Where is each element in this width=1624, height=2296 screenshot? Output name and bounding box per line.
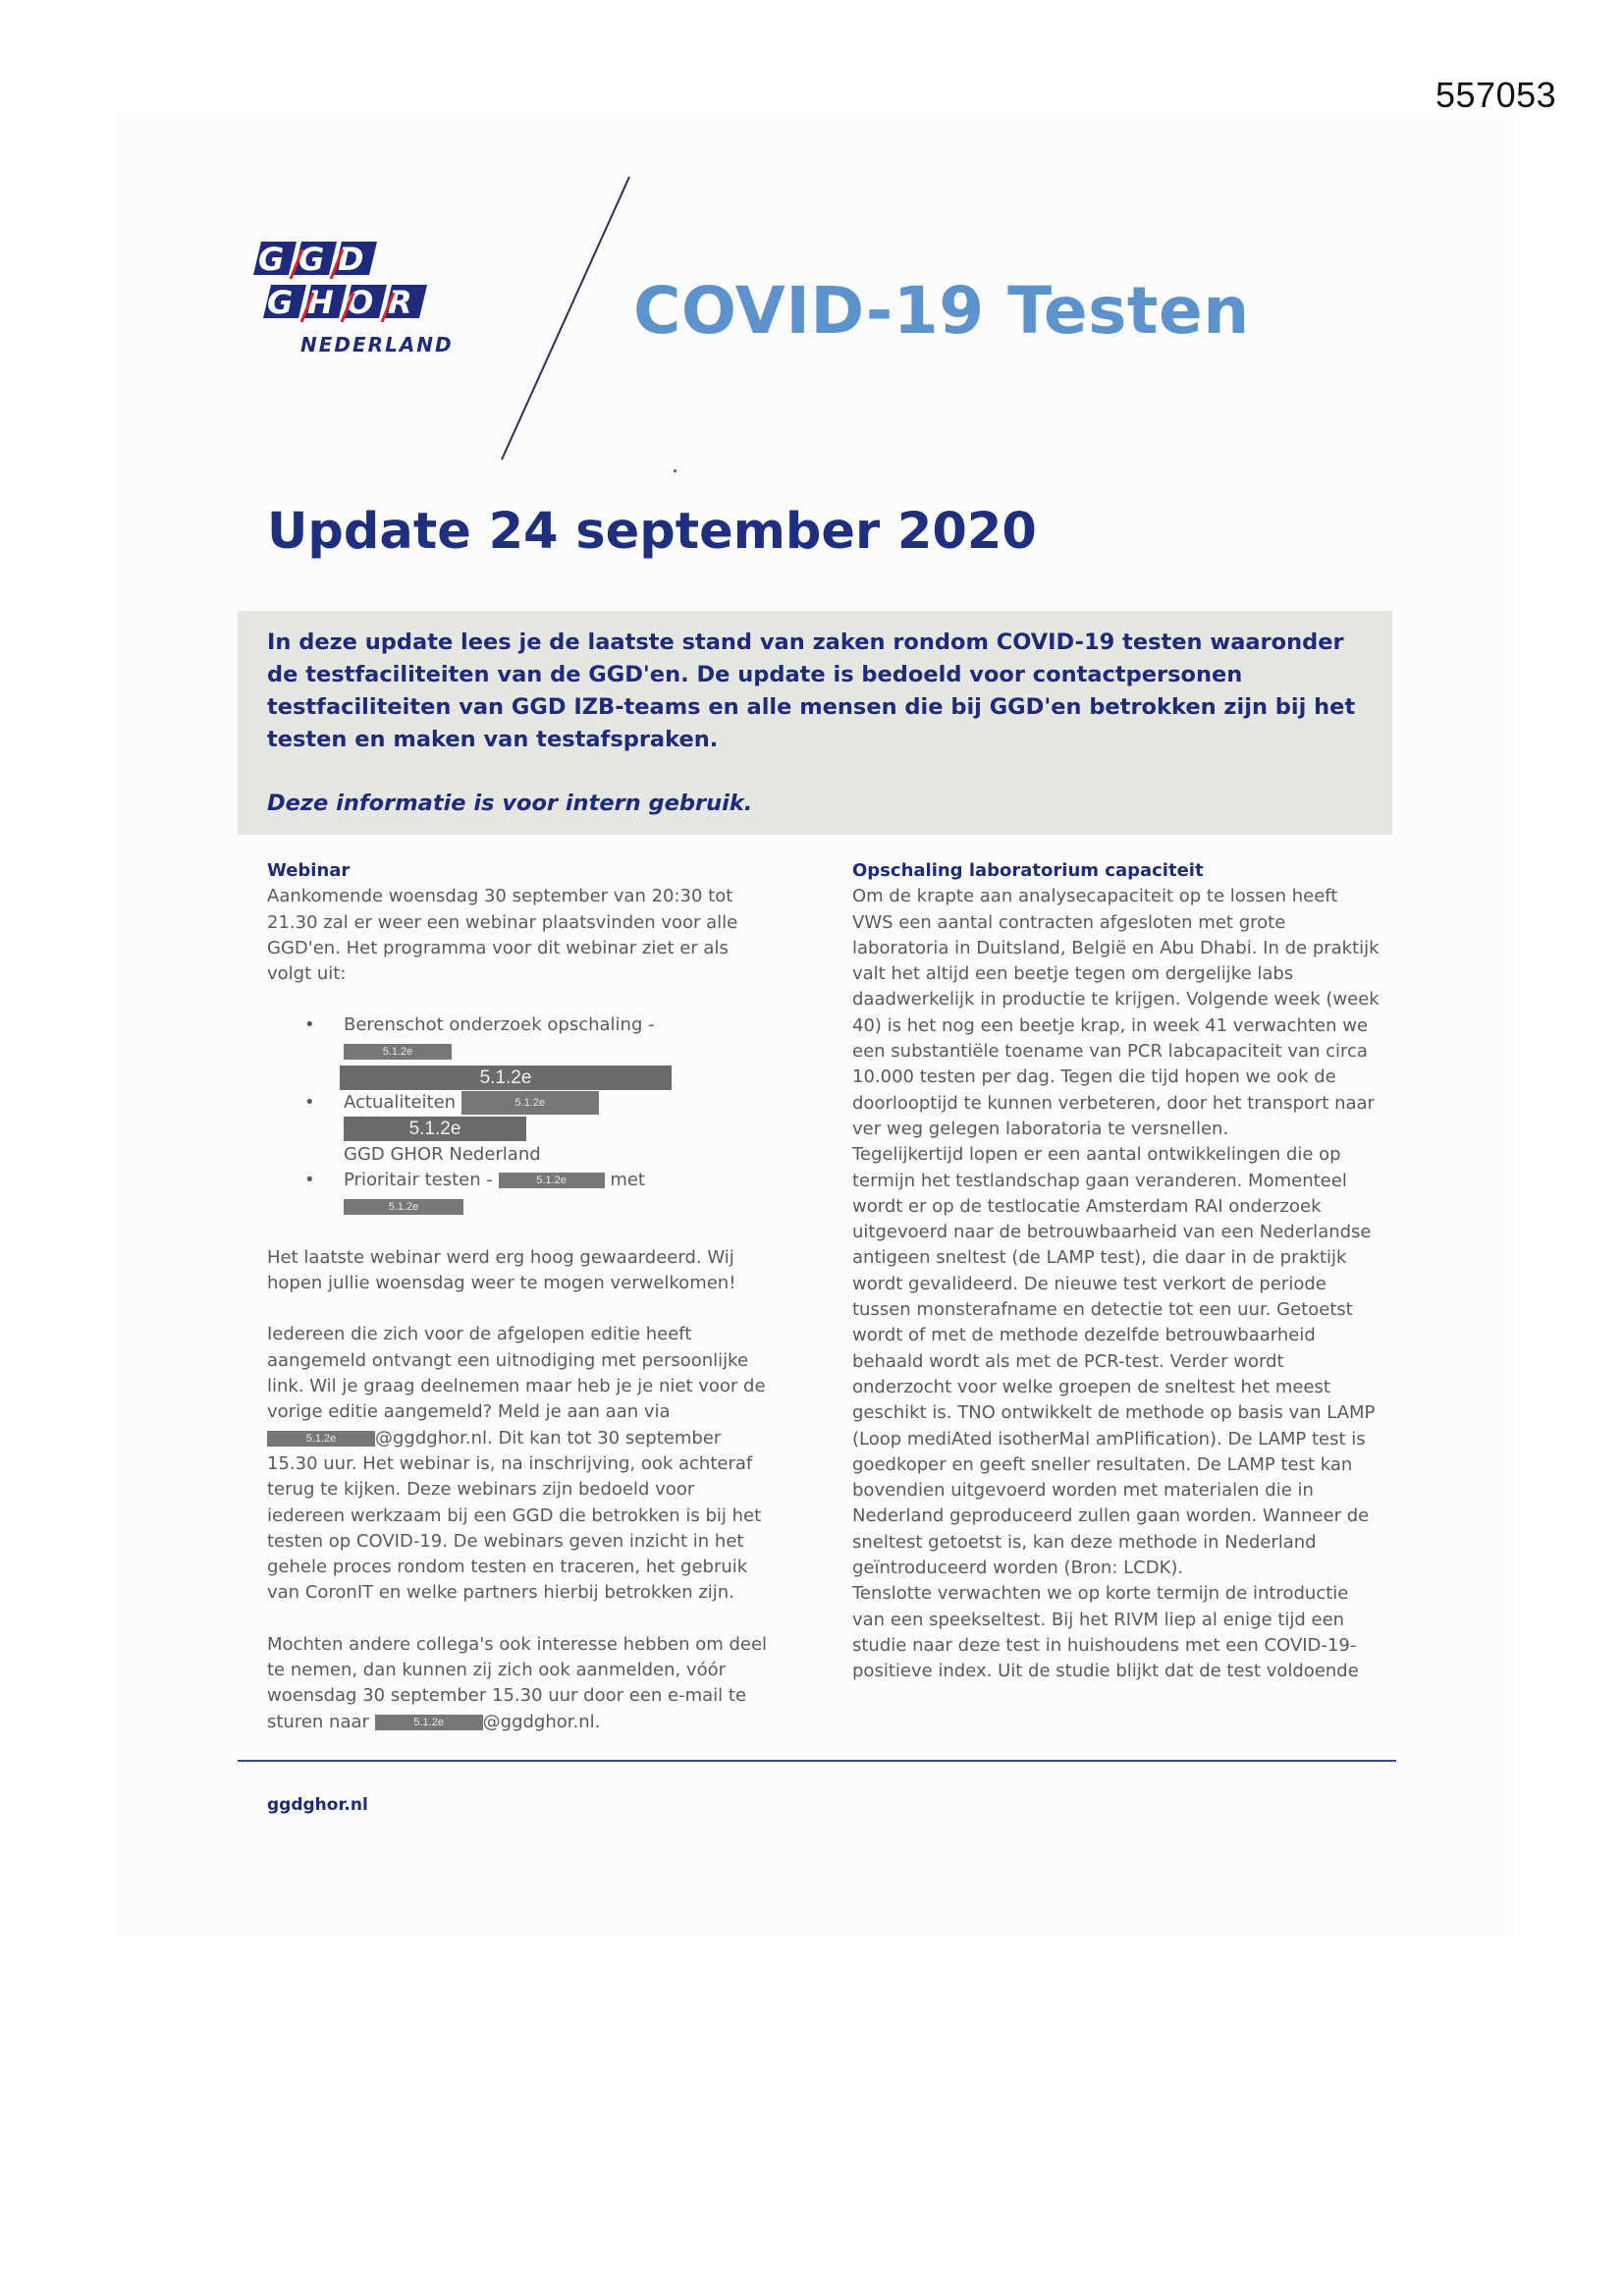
webinar-column <box>267 858 768 1735</box>
logo-letter-g2: G <box>298 241 325 278</box>
lab-capacity-column <box>852 858 1382 1685</box>
lab-paragraph-1: Om de krapte aan analysecapaciteit op te lossen heeft VWS een aantal contracten afgesloten met grote laboratoria in Duitsland, België en Abu Dhabi. In de praktijk valt het altijd een beetje tegen om dergelijke labs daadwerkelijk in productie te krijgen. Volgende week (week 40) is het nog een beetje krap, in week 41 verwachten we een substantiële toename van PCR labcapaciteit van circa 10.000 testen per dag. Tegen die tijd hopen we ook de doorlooptijd te kunnen verbeteren, door het transport naar ver weg gelegen laboratoria te versnellen. <box>852 886 1380 1139</box>
redaction-box: 5.1.2e <box>344 1199 463 1215</box>
bullet-2-text: Actualiteiten <box>344 1092 457 1114</box>
webinar-paragraph-4-b: @ggdghor.nl. <box>482 1711 601 1732</box>
logo-letter-g1: G <box>258 241 285 278</box>
lab-paragraph-2: Tegelijkertijd lopen er een aantal ontwikkelingen die op termijn het testlandschap gaan veranderen. Momenteel wordt er op de testlocatie Amsterdam RAI onderzoek uitgevoerd naar de betrouwbaarheid van een Nederlandse antigeen sneltest (de LAMP test), die daar in de praktijk wordt gevalideerd. De nieuwe test verkort de periode tussen monsterafname en detectie tot een uur. Getoetst wordt of met de methode dezelfde betrouwbaarheid behaald wordt als met de PCR-test. Verder wordt onderzocht voor welke groepen de sneltest het meest geschikt is. TNO ontwikkelt de methode op basis van LAMP (Loop mediAted isotherMal amPlification). De LAMP test is goedkoper en geeft sneller resultaten. De LAMP test kan bovendien uitgevoerd worden met materialen die in Nederland geproduceerd zullen gaan worden. Wanneer de sneltest getoetst is, kan deze methode in Nederland geïntroduceerd worden (Bron: LCDK). <box>852 1144 1376 1579</box>
webinar-paragraph-4-a: Mochten andere collega's ook interesse hebben om deel te nemen, dan kunnen zij zich ook aanmelden, vóór woensdag 30 september 15.30 uur door een e-mail te sturen naar <box>267 1633 768 1732</box>
webinar-program-list <box>267 1012 768 1219</box>
logo-letter-d: D <box>338 241 364 278</box>
bullet-icon: • <box>304 1092 315 1114</box>
redaction-box: 5.1.2e <box>499 1173 605 1188</box>
webinar-paragraph-2: Het laatste webinar werd erg hoog gewaardeerd. Wij hopen jullie woensdag weer te mogen verwelkomen! <box>267 1246 736 1294</box>
bullet-1-text: Berenschot onderzoek opschaling - <box>344 1014 655 1036</box>
redaction-box: 5.1.2e <box>267 1431 375 1447</box>
footer-website: ggdghor.nl <box>267 1795 368 1815</box>
footer-rule <box>238 1760 1396 1762</box>
redaction-box: 5.1.2e <box>344 1044 452 1060</box>
intro-text: In deze update lees je de laatste stand van zaken rondom COVID-19 testen waaronder de testfaciliteiten van de GGD'en. De update is bedoeld voor contactpersonen testfaciliteiten van GGD IZB-teams en alle mensen die bij GGD'en betrokken zijn bij het testen en maken van testafspraken. <box>267 629 1356 752</box>
webinar-paragraph-3 <box>267 1322 768 1606</box>
redaction-box: 5.1.2e <box>461 1091 599 1115</box>
ggd-ghor-logo <box>247 240 473 365</box>
logo-letter-g3: G <box>267 284 294 321</box>
bullet-icon: • <box>304 1170 315 1191</box>
bullet-3-mid: met <box>610 1170 645 1191</box>
list-item <box>267 1168 768 1220</box>
bullet-icon: • <box>304 1014 315 1036</box>
logo-letter-o: O <box>347 284 374 321</box>
redaction-box: 5.1.2e <box>344 1117 526 1141</box>
page-title: COVID-19 Testen <box>633 273 1250 349</box>
stray-dot <box>674 469 677 472</box>
document-number: 557053 <box>1435 75 1557 115</box>
lab-paragraph-3: Tenslotte verwachten we op korte termijn de introductie van een speekseltest. Bij het RIVM liep al enige tijd een studie naar deze test in huishoudens met een COVID-19-positieve index. Uit de studie blijkt dat de test voldoende <box>852 1583 1359 1682</box>
webinar-paragraph-3-b: @ggdghor.nl. Dit kan tot 30 september 15.30 uur. Het webinar is, na inschrijving, ook achteraf terug te kijken. Deze webinars zijn bedoeld voor iedereen werkzaam bij een GGD die betrokken is bij het testen op COVID-19. De webinars geven inzicht in het gehele proces rondom testen en traceren, het gebruik van CoronIT en welke partners hierbij betrokken zijn. <box>267 1427 762 1604</box>
bullet-2-line-2: GGD GHOR Nederland <box>344 1143 541 1165</box>
list-item <box>267 1012 768 1090</box>
logo-letter-r: R <box>388 284 412 321</box>
list-item <box>267 1090 768 1168</box>
redaction-box: 5.1.2e <box>375 1715 483 1730</box>
webinar-paragraph-4 <box>267 1632 768 1735</box>
logo-subtext: NEDERLAND <box>300 333 454 356</box>
webinar-paragraph-1: Aankomende woensdag 30 september van 20:30 tot 21.30 zal er weer een webinar plaatsvinden voor alle GGD'en. Het programma voor dit webinar ziet er als volgt uit: <box>267 886 738 985</box>
webinar-heading: Webinar <box>267 860 351 881</box>
header-divider-slash <box>496 175 633 462</box>
logo-letter-h: H <box>307 284 334 321</box>
intro-note: Deze informatie is voor intern gebruik. <box>267 791 753 816</box>
update-heading: Update 24 september 2020 <box>267 503 1037 561</box>
intro-box <box>238 611 1392 835</box>
redaction-box: 5.1.2e <box>340 1066 672 1090</box>
lab-heading: Opschaling laboratorium capaciteit <box>852 860 1204 881</box>
webinar-paragraph-3-a: Iedereen die zich voor de afgelopen editie heeft aangemeld ontvangt een uitnodiging met persoonlijke link. Wil je graag deelnemen maar heb je je niet voor de vorige editie aangemeld? Meld je aan aan via <box>267 1324 766 1423</box>
bullet-3-text: Prioritair testen - <box>344 1170 493 1191</box>
